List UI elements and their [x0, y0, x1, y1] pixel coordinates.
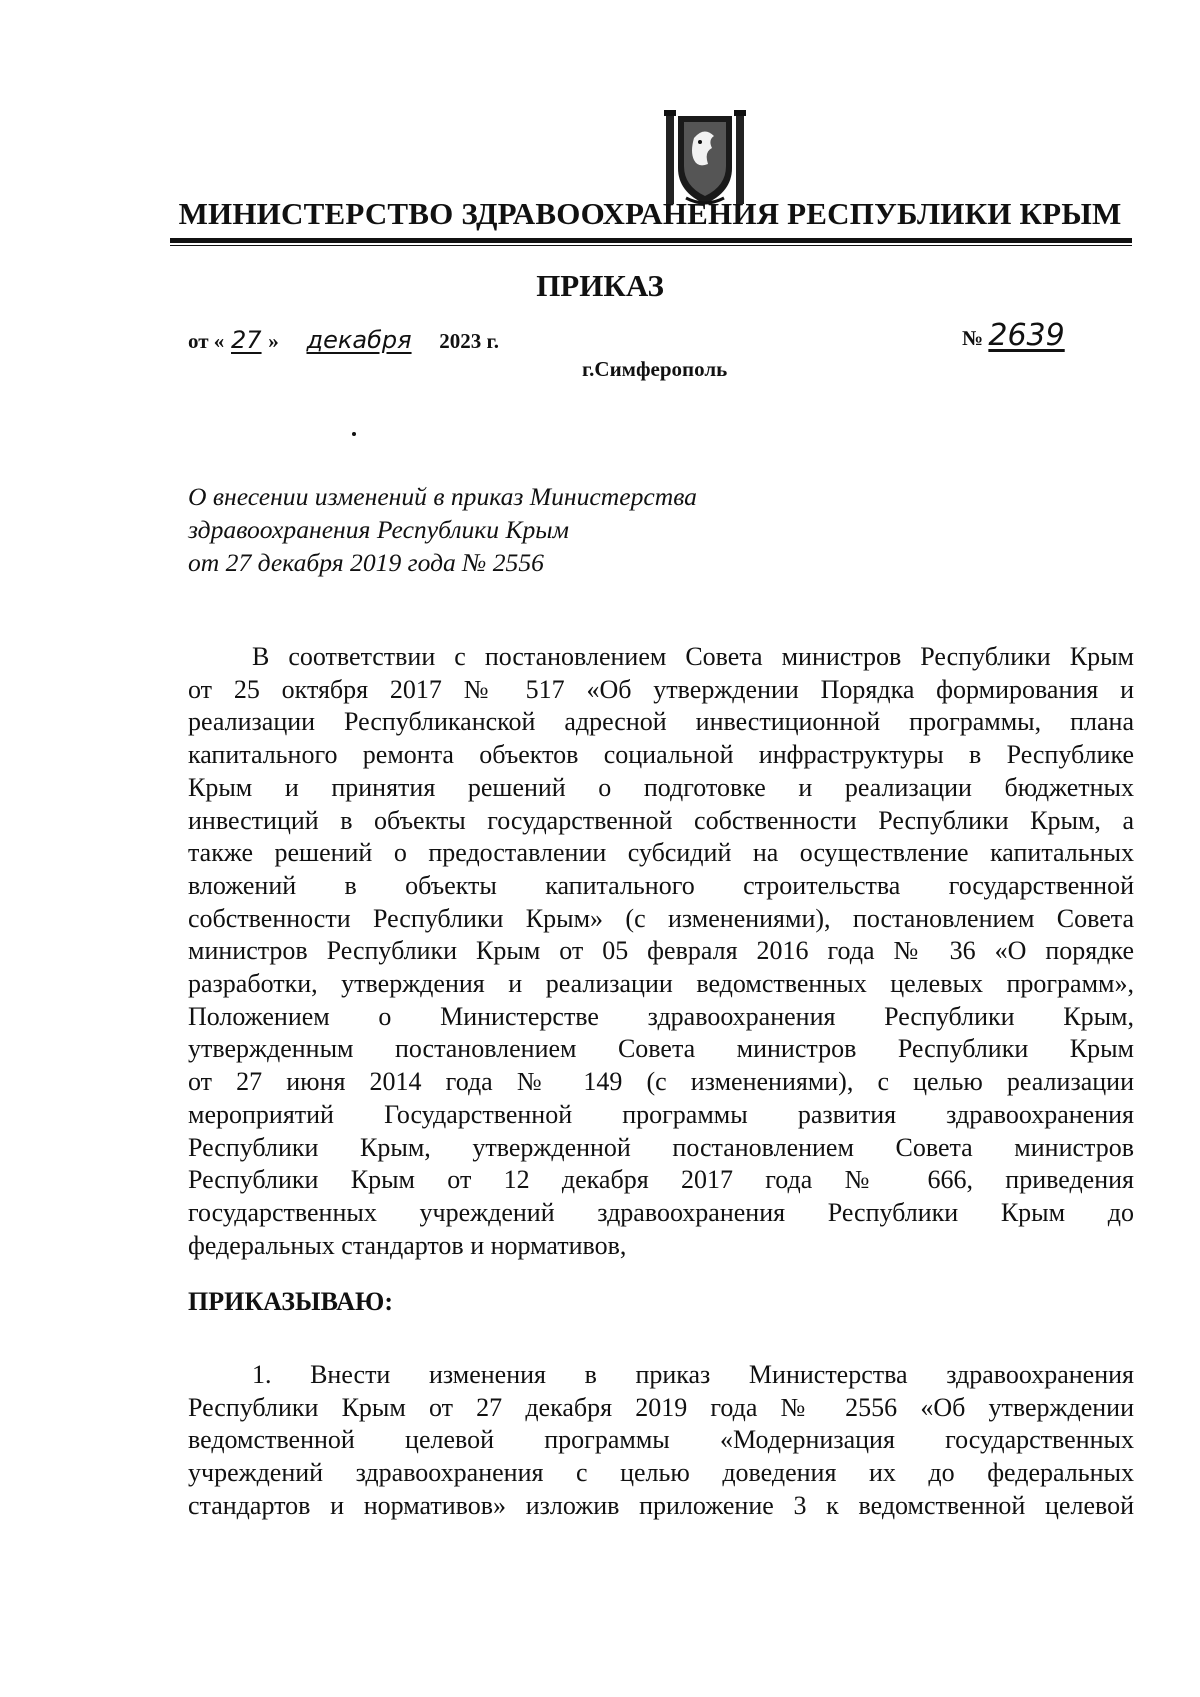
- order-number: [962, 318, 1088, 353]
- date-month-handwritten: декабря: [306, 326, 412, 354]
- number-prefix: №: [962, 326, 984, 350]
- text-line: В соответствии с постановлением Совета министров Республики Крым: [252, 642, 1134, 671]
- text-line: 1. Внести изменения в приказ Министерства здравоохранения: [252, 1360, 1134, 1389]
- date-year: 2023 г.: [439, 329, 499, 353]
- text-line: министров Республики Крым от 05 февраля 2016 года № 36 «О порядке: [188, 936, 1134, 966]
- order-date: [188, 326, 499, 354]
- order-subject: [188, 480, 808, 579]
- stray-dot: [352, 432, 356, 436]
- order-number-handwritten: 2639: [988, 318, 1065, 353]
- header-rule-thin: [170, 245, 1132, 246]
- text-line: Положением о Министерстве здравоохранения Республики Крым,: [188, 1001, 1134, 1031]
- text-line: Республики Крым от 12 декабря 2017 года № 666, приведения: [188, 1165, 1134, 1195]
- orders-heading: ПРИКАЗЫВАЮ:: [188, 1287, 393, 1316]
- preamble-paragraph: [188, 641, 1134, 1262]
- text-line: мероприятий Государственной программы развития здравоохранения: [188, 1099, 1134, 1129]
- ministry-name: МИНИСТЕРСТВО ЗДРАВООХРАНЕНИЯ РЕСПУБЛИКИ КРЫМ: [178, 196, 1122, 231]
- date-prefix: от «: [188, 329, 225, 353]
- text-line: реализации Республиканской адресной инвестиционной программы, плана: [188, 707, 1134, 737]
- text-line: государственных учреждений здравоохранения Республики Крым до: [188, 1197, 1134, 1227]
- order-item-1: [188, 1359, 1134, 1523]
- subject-line: здравоохранения Республики Крым: [188, 515, 569, 544]
- text-line: стандартов и нормативов» изложив приложение 3 к ведомственной целевой: [188, 1490, 1134, 1520]
- text-line: утвержденным постановлением Совета министров Республики Крым: [188, 1034, 1134, 1064]
- crimea-coat-of-arms-icon: [664, 108, 746, 208]
- header-rule-thick: [170, 238, 1132, 243]
- text-line: разработки, утверждения и реализации ведомственных целевых программ»,: [188, 969, 1134, 999]
- text-line: собственности Республики Крым» (с изменениями), постановлением Совета: [188, 903, 1134, 933]
- text-line: от 25 октября 2017 № 517 «Об утверждении Порядка формирования и: [188, 674, 1134, 704]
- text-line: капитального ремонта объектов социальной инфраструктуры в Республике: [188, 740, 1134, 770]
- text-line: вложений в объекты капитального строительства государственной: [188, 870, 1134, 900]
- text-line: Крым и принятия решений о подготовке и реализации бюджетных: [188, 772, 1134, 802]
- subject-line: от 27 декабря 2019 года № 2556: [188, 548, 544, 577]
- text-line: инвестиций в объекты государственной собственности Республики Крым, а: [188, 805, 1134, 835]
- text-line: учреждений здравоохранения с целью доведения их до федеральных: [188, 1458, 1134, 1488]
- document-type-title: ПРИКАЗ: [536, 268, 664, 303]
- text-line: Республики Крым от 27 декабря 2019 года № 2556 «Об утверждении: [188, 1392, 1134, 1422]
- subject-line: О внесении изменений в приказ Министерства: [188, 482, 697, 511]
- city-name: г.Симферополь: [582, 357, 728, 381]
- text-line: также решений о предоставлении субсидий на осуществление капитальных: [188, 838, 1134, 868]
- date-day-handwritten: 27: [231, 326, 262, 354]
- date-mid: »: [268, 329, 279, 353]
- text-line: Республики Крым, утвержденной постановлением Совета министров: [188, 1132, 1134, 1162]
- text-line: ведомственной целевой программы «Модернизация государственных: [188, 1425, 1134, 1455]
- text-line: от 27 июня 2014 года № 149 (с изменениями), с целью реализации: [188, 1067, 1134, 1097]
- text-line: федеральных стандартов и нормативов,: [188, 1230, 627, 1260]
